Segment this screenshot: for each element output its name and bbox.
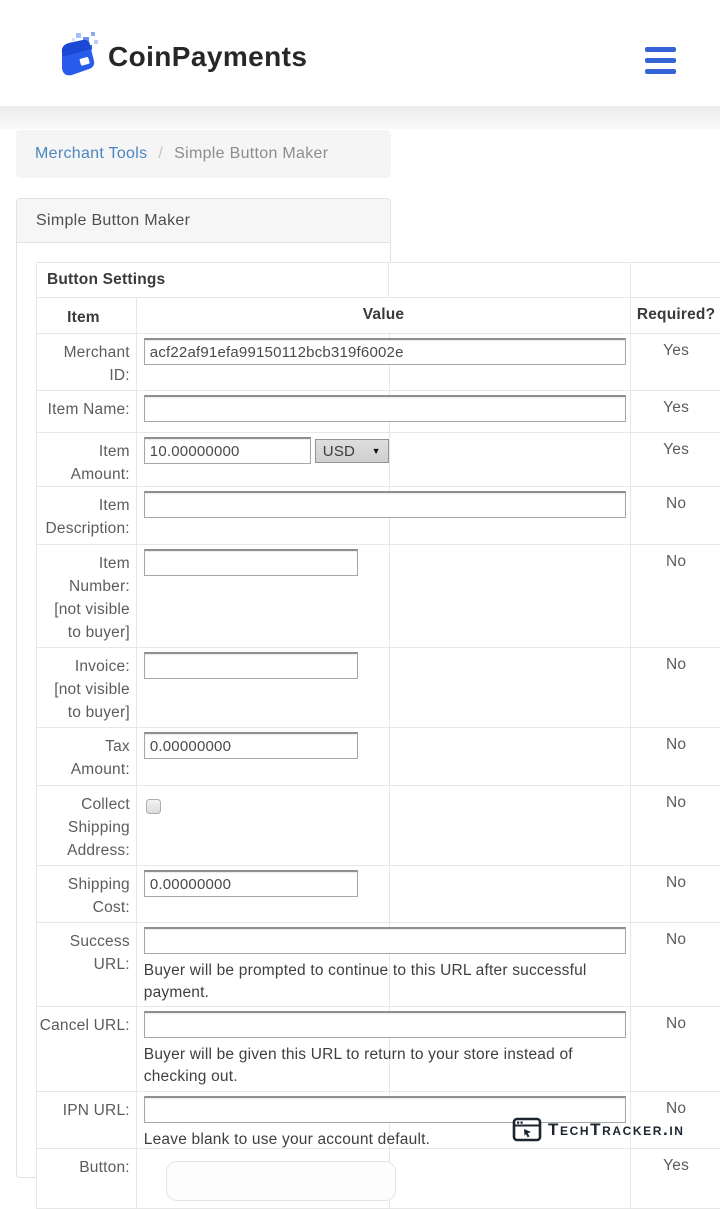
item-name-label: Item Name:: [37, 391, 137, 433]
table-section-row: [37, 263, 720, 298]
currency-select-value: USD: [322, 442, 356, 460]
ipn-url-help-text: Leave blank to use your account default.: [143, 1131, 431, 1148]
shipping-cost-spacer-cell: [390, 866, 632, 923]
table-row-item-number: [37, 545, 720, 648]
button-partial-box[interactable]: [166, 1161, 396, 1201]
merchant-id-required: Yes: [631, 334, 720, 391]
col-header-item: Item: [37, 298, 137, 334]
tax-amount-value-cell: [137, 728, 390, 786]
table-row-button-partial: [37, 1149, 720, 1209]
table-row-success-url: [37, 923, 720, 1007]
currency-select[interactable]: [315, 439, 389, 463]
item-name-required: Yes: [631, 391, 720, 433]
hamburger-bar: [645, 47, 676, 52]
table-row-invoice: [37, 648, 720, 728]
header-shadow: [0, 106, 720, 129]
merchant-id-input[interactable]: [144, 338, 626, 365]
table-row-item-amount: [37, 433, 720, 487]
item-description-required: No: [631, 487, 720, 545]
success-url-value-cell: [137, 923, 587, 1007]
item-number-input[interactable]: [144, 549, 358, 576]
collect-shipping-address-spacer-cell: [390, 786, 632, 866]
hamburger-bar: [645, 69, 676, 74]
cancel-url-label: Cancel URL:: [37, 1007, 137, 1092]
table-row-shipping-cost: [37, 866, 720, 923]
table-row-tax-amount: [37, 728, 720, 786]
invoice-value-cell: [137, 648, 390, 728]
hamburger-bar: [645, 58, 676, 63]
success-url-label: Success URL:: [37, 923, 137, 1007]
success-url-input[interactable]: [144, 927, 626, 954]
shipping-cost-input[interactable]: [144, 870, 358, 897]
success-url-required: No: [631, 923, 720, 1007]
table-row-item-name: [37, 391, 720, 433]
collect-shipping-address-label: Collect Shipping Address:: [37, 786, 137, 866]
tax-amount-spacer-cell: [390, 728, 632, 786]
item-amount-label: Item Amount:: [37, 433, 137, 487]
item-number-spacer-cell: [390, 545, 632, 648]
merchant-id-label: Merchant ID:: [37, 334, 137, 391]
collect-shipping-address-checkbox[interactable]: [146, 799, 161, 814]
button-settings-table: [36, 262, 720, 1209]
item-name-input[interactable]: [144, 395, 626, 422]
section-title: Button Settings: [37, 263, 389, 298]
item-name-value-cell: [137, 391, 390, 433]
collect-shipping-address-value-cell: [137, 786, 390, 866]
button-partial-required: Yes: [631, 1149, 720, 1209]
techtracker-watermark: [512, 1117, 685, 1142]
table-row-cancel-url: [37, 1007, 720, 1092]
table-row-collect-shipping-address: [37, 786, 720, 866]
hamburger-menu-icon[interactable]: [645, 47, 676, 74]
tax-amount-input[interactable]: [144, 732, 358, 759]
item-description-label: Item Description:: [37, 487, 137, 545]
item-number-value-cell: [137, 545, 390, 648]
watermark-text: TechTracker.in: [548, 1119, 685, 1139]
success-url-help-text: Buyer will be prompted to continue to this URL after successful payment.: [143, 962, 587, 1001]
card-title: Simple Button Maker: [17, 199, 390, 243]
ipn-url-required: No: [631, 1092, 720, 1149]
button-partial-spacer-cell: [390, 1149, 631, 1209]
coinpayments-logo[interactable]: [56, 31, 307, 83]
select-arrow-icon: ▼: [371, 446, 381, 456]
item-amount-value-cell: [137, 433, 390, 487]
item-description-value-cell: [137, 487, 390, 545]
section-spacer: [389, 263, 631, 298]
invoice-input[interactable]: [144, 652, 358, 679]
section-spacer: [631, 263, 720, 298]
invoice-label: Invoice: [not visible to buyer]: [37, 648, 137, 728]
item-amount-controls: [144, 437, 389, 464]
col-header-value: Value: [137, 298, 631, 334]
brand-name: CoinPayments: [108, 41, 308, 72]
item-description-input[interactable]: [144, 491, 626, 518]
button-partial-value-cell: [137, 1149, 390, 1209]
ipn-url-value-cell: [137, 1092, 431, 1149]
collect-shipping-address-required: No: [631, 786, 720, 866]
shipping-cost-value-cell: [137, 866, 390, 923]
cancel-url-value-cell: [137, 1007, 573, 1092]
shipping-cost-required: No: [631, 866, 720, 923]
cancel-url-required: No: [631, 1007, 720, 1092]
button-partial-label: Button:: [37, 1149, 137, 1209]
item-amount-spacer-cell: [390, 433, 631, 487]
item-amount-required: Yes: [631, 433, 720, 487]
item-number-required: No: [631, 545, 720, 648]
invoice-spacer-cell: [390, 648, 632, 728]
cancel-url-input[interactable]: [144, 1011, 626, 1038]
table-header-row: [37, 298, 720, 334]
table-row-merchant-id: [37, 334, 720, 391]
merchant-id-value-cell: [137, 334, 390, 391]
wallet-logo-icon: [56, 31, 104, 83]
shipping-cost-label: Shipping Cost:: [37, 866, 137, 923]
site-header: [0, 0, 720, 106]
tax-amount-required: No: [631, 728, 720, 786]
tax-amount-label: Tax Amount:: [37, 728, 137, 786]
cancel-url-help-text: Buyer will be given this URL to return to your store instead of checking out.: [143, 1046, 573, 1085]
table-row-item-description: [37, 487, 720, 545]
breadcrumb: [16, 130, 391, 178]
ipn-url-label: IPN URL:: [37, 1092, 137, 1149]
invoice-required: No: [631, 648, 720, 728]
item-number-label: Item Number: [not visible to buyer]: [37, 545, 137, 648]
breadcrumb-separator: /: [158, 145, 164, 162]
col-header-required: Required?: [631, 298, 720, 334]
item-amount-input[interactable]: [144, 437, 311, 464]
breadcrumb-link-merchant-tools[interactable]: Merchant Tools: [35, 145, 148, 162]
breadcrumb-current: Simple Button Maker: [174, 145, 329, 162]
browser-cursor-icon: [512, 1117, 542, 1142]
